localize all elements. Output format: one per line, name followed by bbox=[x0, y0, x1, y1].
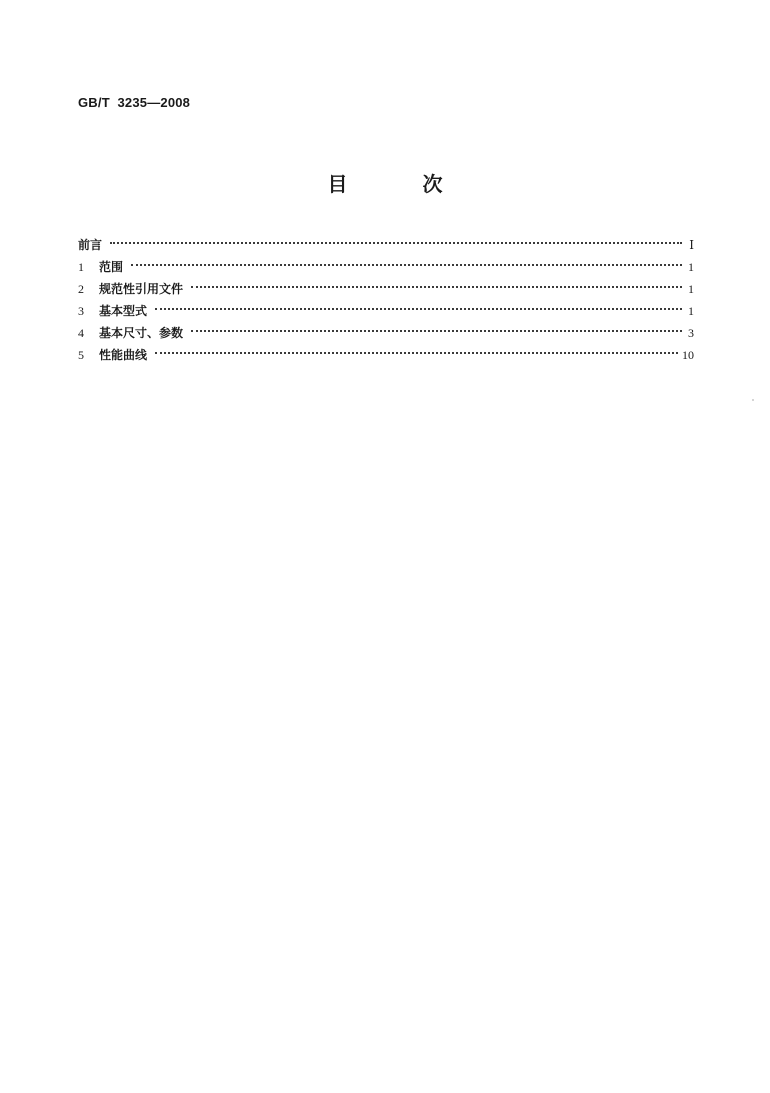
toc-entry-normative-references[interactable] bbox=[78, 278, 694, 300]
toc-title: 目 次 bbox=[327, 172, 477, 196]
dot-leader bbox=[191, 330, 682, 332]
toc-entry-page: 1 bbox=[688, 282, 694, 296]
dot-leader bbox=[155, 308, 682, 310]
toc-entry-foreword[interactable] bbox=[78, 234, 694, 256]
toc-entry-number: 1 bbox=[78, 260, 84, 274]
toc-entry-basic-types[interactable] bbox=[78, 300, 694, 322]
table-of-contents bbox=[78, 234, 694, 366]
toc-entry-dimensions-parameters[interactable] bbox=[78, 322, 694, 344]
toc-entry-label: 范围 bbox=[99, 260, 124, 274]
dot-leader bbox=[155, 352, 678, 354]
toc-entry-page: 10 bbox=[682, 348, 694, 362]
toc-entry-page: Ⅰ bbox=[689, 238, 694, 252]
toc-entry-scope[interactable] bbox=[78, 256, 694, 278]
toc-entry-page: 3 bbox=[688, 326, 694, 340]
toc-entry-number: 3 bbox=[78, 304, 84, 318]
scan-speck bbox=[752, 399, 754, 401]
toc-entry-label: 前言 bbox=[78, 238, 103, 252]
standard-code: GB/T 3235—2008 bbox=[78, 95, 191, 110]
toc-entry-label: 基本型式 bbox=[99, 304, 148, 318]
dot-leader bbox=[110, 242, 682, 244]
toc-entry-label: 基本尺寸、参数 bbox=[99, 326, 184, 340]
toc-entry-label: 性能曲线 bbox=[99, 348, 148, 362]
toc-entry-performance-curves[interactable] bbox=[78, 344, 694, 366]
toc-entry-number: 2 bbox=[78, 282, 84, 296]
toc-entry-number: 4 bbox=[78, 326, 84, 340]
toc-entry-label: 规范性引用文件 bbox=[99, 282, 184, 296]
toc-entry-page: 1 bbox=[688, 260, 694, 274]
toc-entry-page: 1 bbox=[688, 304, 694, 318]
dot-leader bbox=[191, 286, 682, 288]
dot-leader bbox=[131, 264, 682, 266]
toc-entry-number: 5 bbox=[78, 348, 84, 362]
